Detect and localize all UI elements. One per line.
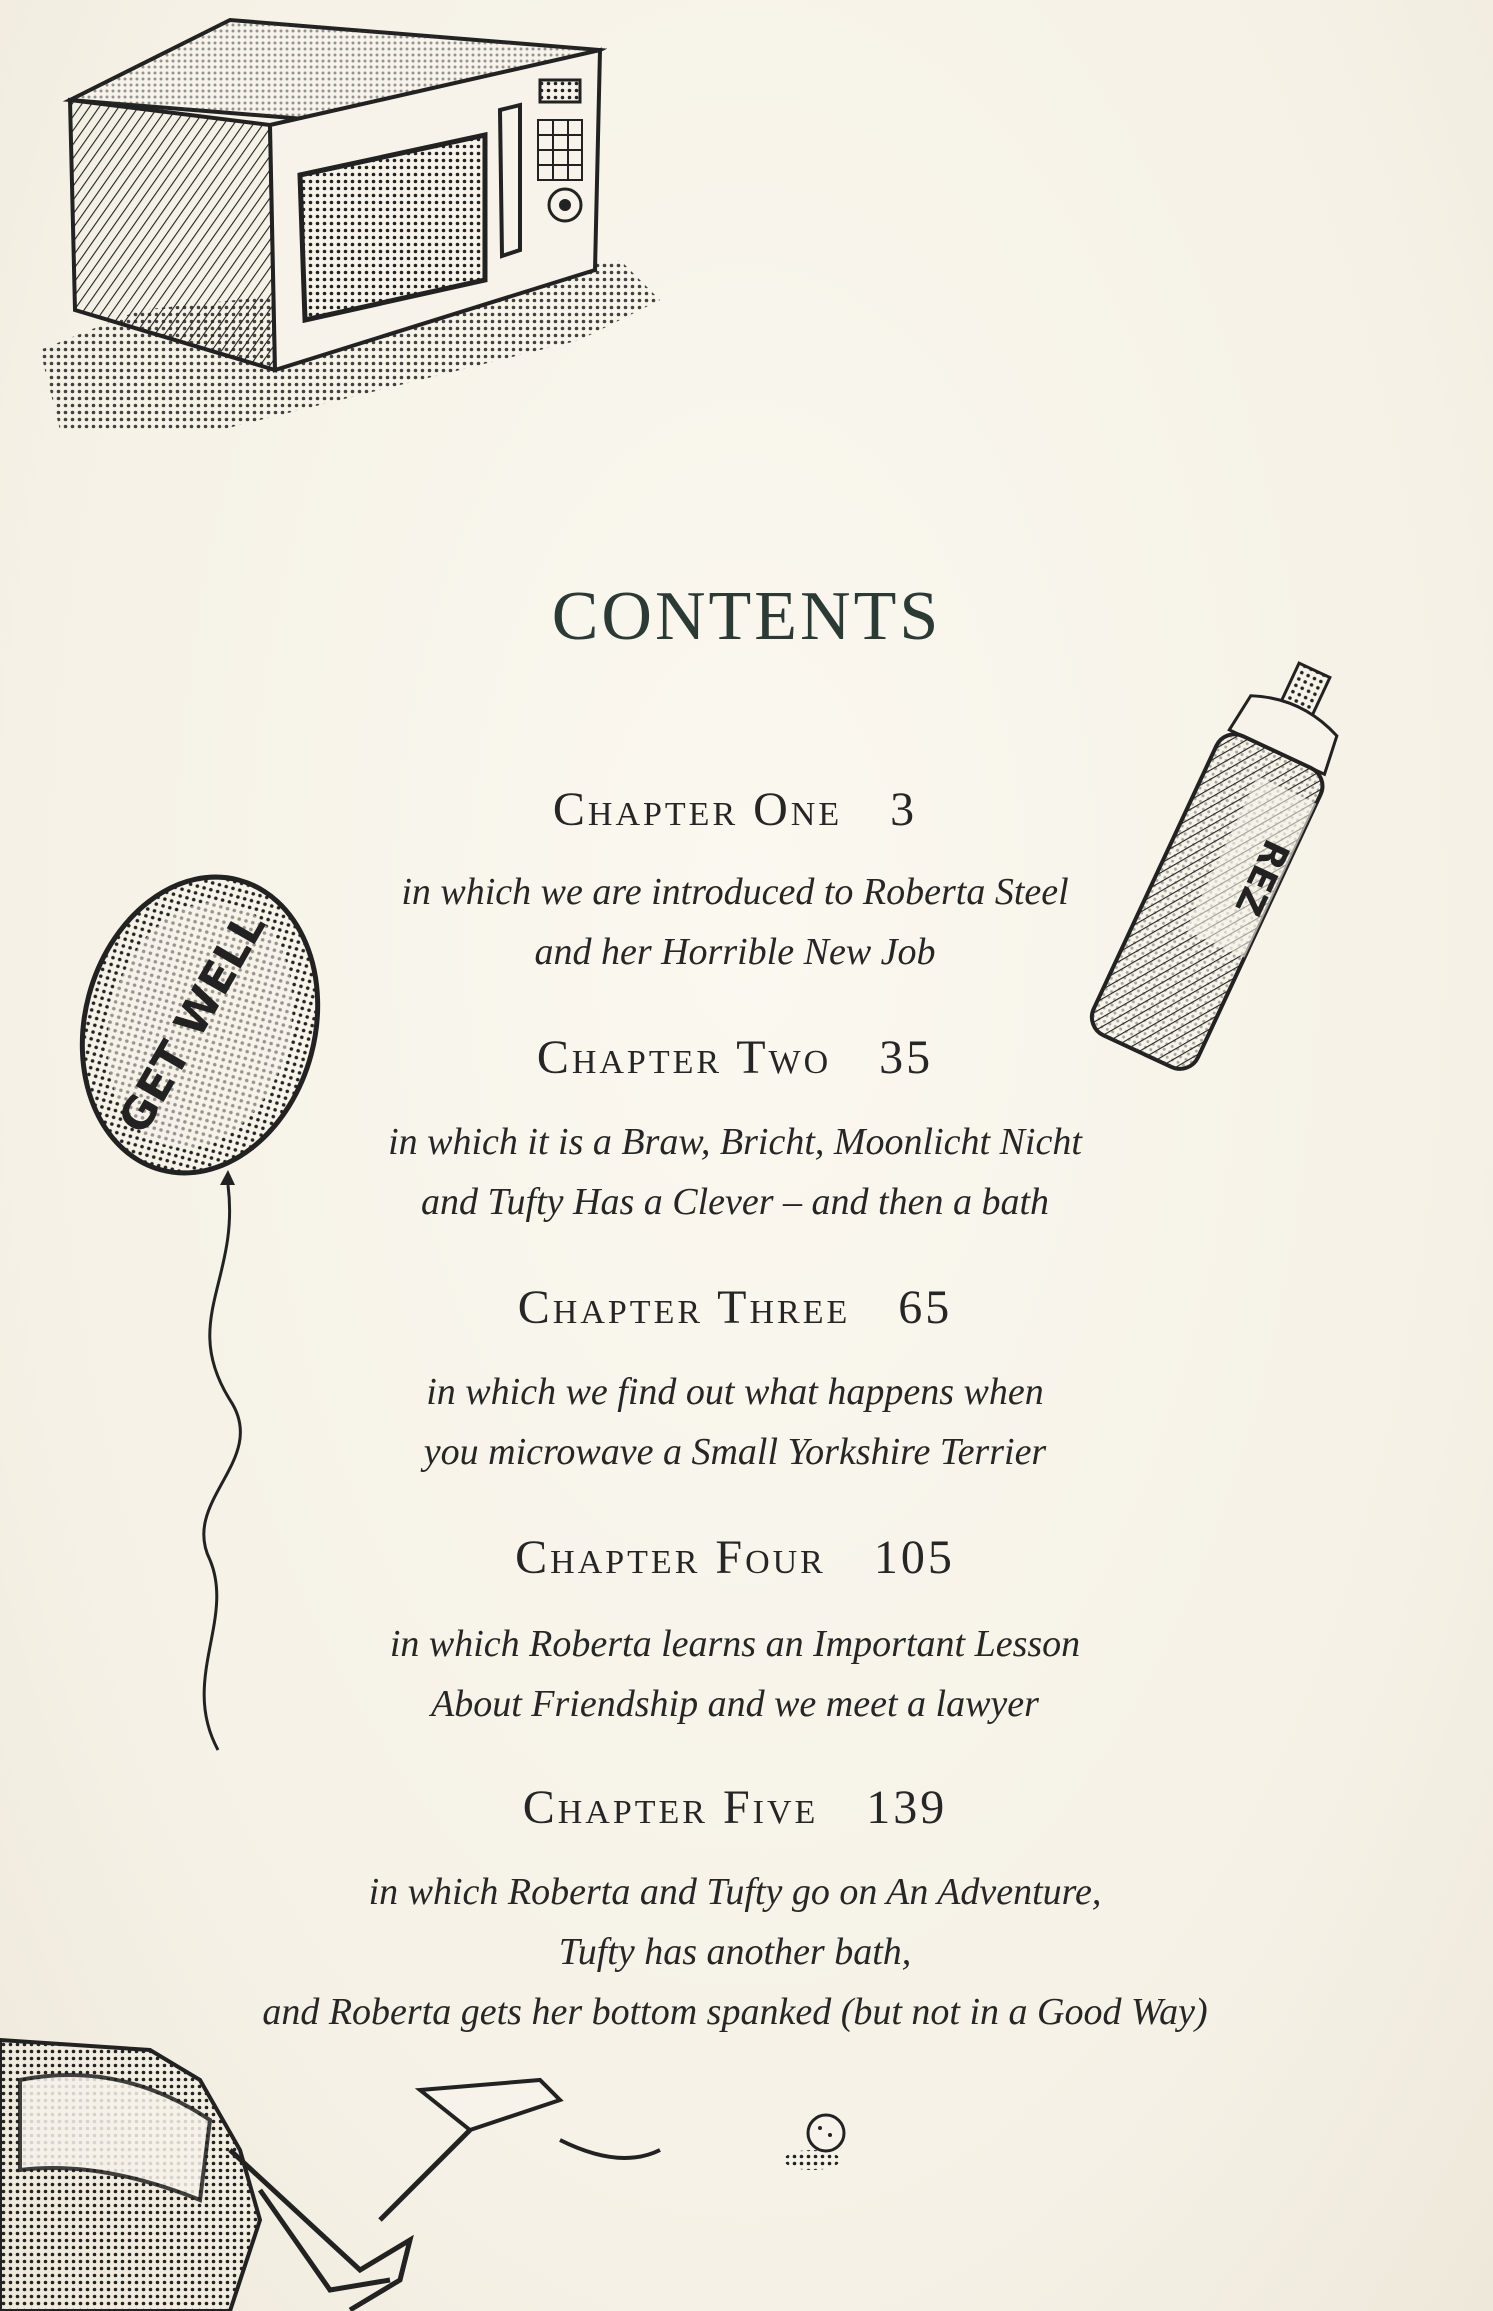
chapter-description-line: in which Roberta and Tufty go on An Adventure, [368,1871,1102,1913]
chapter-description-line: in which Roberta learns an Important Lesson [389,1623,1081,1665]
chapter-heading [0,782,1470,837]
balloon-text: GET WELL [108,903,277,1143]
chapter-page-number: 139 [866,1781,948,1834]
chapter-title: Chapter Five [522,1781,819,1834]
chapter-description-line: in which we find out what happens when [426,1371,1044,1413]
chapter-description [0,1862,1470,2042]
chapter-heading [0,1530,1470,1585]
chapter-description-line: in which it is a Braw, Bricht, Moonlicht Nicht [388,1121,1082,1163]
chapter-title: Chapter Two [536,1031,832,1084]
chapter-description-line: About Friendship and we meet a lawyer [431,1683,1039,1725]
chapter-title: Chapter One [552,783,843,836]
chapter-description-line: and Roberta gets her bottom spanked (but not in a Good Way) [262,1991,1208,2033]
chapter-page-number: 65 [898,1281,953,1334]
chapter-description [0,1614,1470,1734]
chapter-title: Chapter Four [515,1531,826,1584]
spray-can-text: REZ [1226,833,1297,922]
chapter-description-line: in which we are introduced to Roberta Steel [401,871,1069,913]
chapter-page-number: 35 [879,1031,934,1084]
chapter-description-line: and her Horrible New Job [534,931,936,973]
microwave-illustration [20,10,670,450]
chapter-description-line: Tufty has another bath, [558,1931,912,1973]
chapter-description-line: you microwave a Small Yorkshire Terrier [423,1431,1047,1473]
chapter-heading [0,1780,1470,1835]
page-title: CONTENTS [551,577,942,655]
chapter-page-number: 3 [890,783,918,836]
chapter-description [0,1362,1470,1482]
chapter-heading [0,1280,1470,1335]
chapter-page-number: 105 [873,1531,955,1584]
golf-bag-illustration [0,2020,900,2311]
chapter-description [0,862,1470,982]
chapter-description-line: and Tufty Has a Clever – and then a bath [420,1181,1050,1223]
chapter-heading [0,1030,1470,1085]
chapter-title: Chapter Three [517,1281,851,1334]
chapter-description [0,1112,1470,1232]
